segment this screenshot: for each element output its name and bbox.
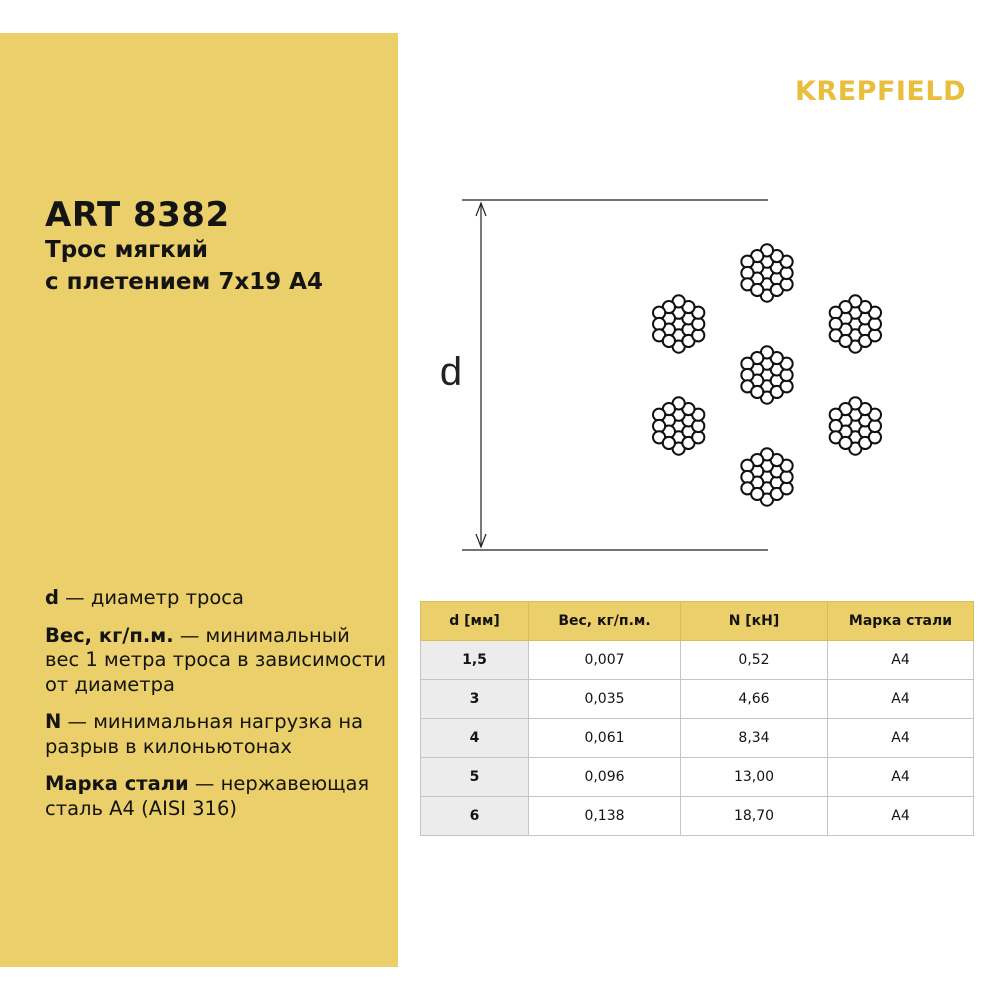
rope-strands bbox=[653, 244, 881, 505]
legend-item-weight bbox=[45, 624, 390, 698]
wire bbox=[839, 335, 851, 347]
subtitle-line-1: Трос мягкий bbox=[45, 237, 209, 263]
legend-description: — нержавеющая сталь А4 (AISI 316) bbox=[45, 772, 370, 820]
wire bbox=[663, 335, 675, 347]
legend-description: — диаметр троса bbox=[58, 586, 244, 609]
strand bbox=[653, 397, 704, 454]
legend-term: d bbox=[45, 586, 59, 609]
strand bbox=[741, 244, 792, 301]
table-cell: А4 bbox=[828, 719, 974, 758]
legend-description: — минимальная нагрузка на разрыв в килоньютонах bbox=[45, 710, 364, 758]
legend-term: N bbox=[45, 710, 62, 733]
table-header-cell: Вес, кг/п.м. bbox=[529, 602, 681, 641]
table-cell: А4 bbox=[828, 680, 974, 719]
spec-table bbox=[420, 601, 974, 836]
product-subtitle bbox=[45, 234, 323, 298]
table-cell: 0,52 bbox=[681, 641, 828, 680]
table-header-cell: d [мм] bbox=[421, 602, 529, 641]
table-cell: 0,138 bbox=[529, 797, 681, 836]
table-header-row bbox=[421, 602, 974, 641]
strand bbox=[741, 448, 792, 505]
table-cell: 18,70 bbox=[681, 797, 828, 836]
table-cell: А4 bbox=[828, 641, 974, 680]
table-cell: 3 bbox=[421, 680, 529, 719]
table-cell: 0,096 bbox=[529, 758, 681, 797]
strand bbox=[653, 295, 704, 352]
wire bbox=[751, 488, 763, 500]
legend-term: Вес, кг/п.м. bbox=[45, 623, 174, 647]
rope-cross-section-diagram bbox=[430, 190, 950, 560]
dimension-label: d bbox=[439, 350, 463, 394]
legend-item-d bbox=[45, 586, 390, 611]
table-row bbox=[421, 641, 974, 680]
product-article: ART 8382 bbox=[45, 195, 230, 235]
table-cell: 6 bbox=[421, 797, 529, 836]
wire bbox=[751, 386, 763, 398]
table-cell: 0,061 bbox=[529, 719, 681, 758]
table-cell: 13,00 bbox=[681, 758, 828, 797]
table-cell: А4 bbox=[828, 758, 974, 797]
table-header-cell: N [кН] bbox=[681, 602, 828, 641]
table-header-cell: Марка стали bbox=[828, 602, 974, 641]
table-row bbox=[421, 797, 974, 836]
legend-description: — минимальный вес 1 метра троса в зависимости от диаметра bbox=[45, 623, 387, 696]
table-cell: 4 bbox=[421, 719, 529, 758]
table-cell: 0,035 bbox=[529, 680, 681, 719]
legend bbox=[45, 586, 390, 834]
table-cell: А4 bbox=[828, 797, 974, 836]
table-row bbox=[421, 719, 974, 758]
brand-logo: KREPFIELD bbox=[795, 76, 966, 107]
table-cell: 0,007 bbox=[529, 641, 681, 680]
strand bbox=[830, 397, 881, 454]
table-cell: 8,34 bbox=[681, 719, 828, 758]
wire bbox=[839, 437, 851, 449]
strand bbox=[741, 346, 792, 403]
table-cell: 5 bbox=[421, 758, 529, 797]
legend-item-steel bbox=[45, 772, 390, 821]
legend-item-n bbox=[45, 710, 390, 759]
strand bbox=[830, 295, 881, 352]
dimension-lines bbox=[462, 200, 768, 550]
table-row bbox=[421, 758, 974, 797]
wire bbox=[751, 284, 763, 296]
table-cell: 4,66 bbox=[681, 680, 828, 719]
subtitle-line-2: с плетением 7х19 А4 bbox=[45, 269, 323, 295]
table-cell: 1,5 bbox=[421, 641, 529, 680]
table-row bbox=[421, 680, 974, 719]
wire bbox=[663, 437, 675, 449]
legend-term: Марка стали bbox=[45, 772, 189, 795]
